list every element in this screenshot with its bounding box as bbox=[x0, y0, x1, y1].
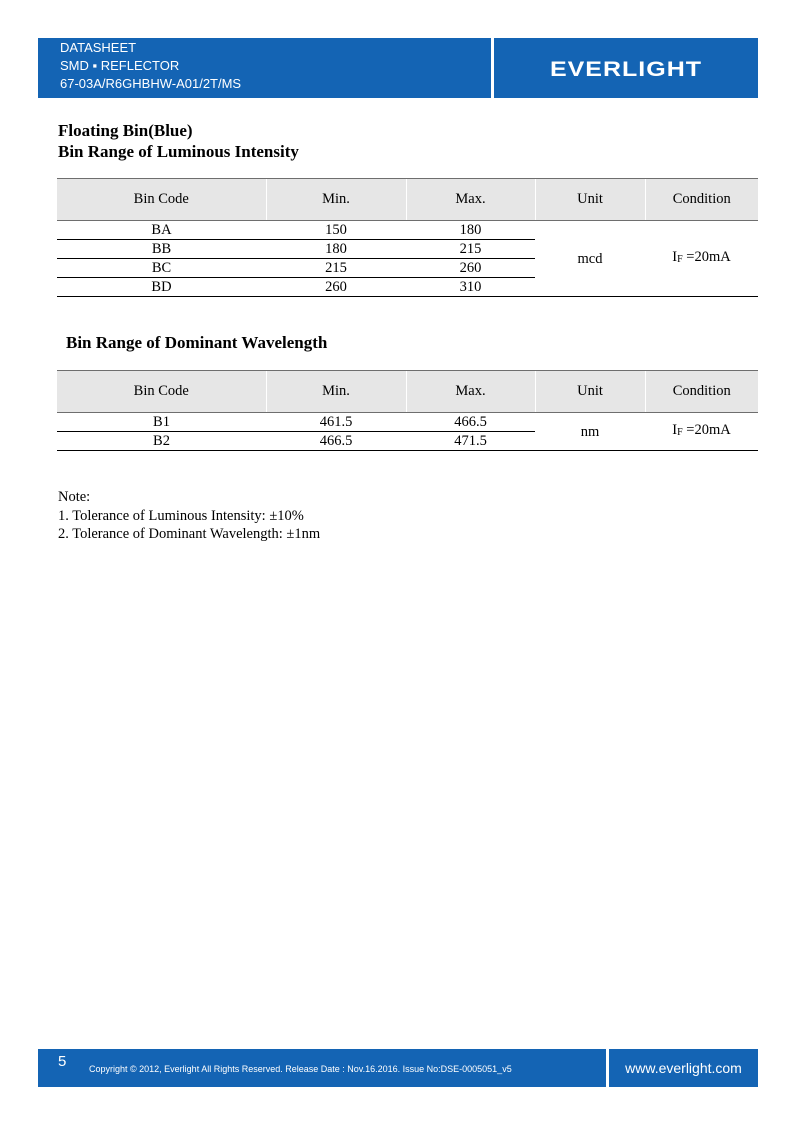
table-row bbox=[57, 221, 758, 240]
table-row bbox=[57, 413, 758, 432]
condition-symbol: I bbox=[672, 422, 678, 438]
part-number: 67-03A/R6GHBHW-A01/2T/MS bbox=[60, 76, 242, 91]
col-header-condition: Condition bbox=[645, 371, 758, 413]
website-box bbox=[609, 1049, 758, 1087]
min-cell: 466.5 bbox=[266, 432, 406, 451]
col-header-max: Max. bbox=[406, 179, 535, 221]
min-cell: 180 bbox=[266, 240, 406, 259]
bin-code-cell: B2 bbox=[57, 432, 266, 451]
everlight-logo: EVERLIGHT bbox=[549, 56, 703, 81]
condition-value: =20mA bbox=[682, 422, 731, 438]
col-header-bin-code: Bin Code bbox=[57, 179, 266, 221]
logo-box bbox=[494, 38, 758, 98]
unit-cell: mcd bbox=[535, 221, 645, 297]
section-title-floating-bin: Floating Bin(Blue) bbox=[58, 121, 193, 140]
max-cell: 310 bbox=[406, 278, 535, 297]
unit-cell: nm bbox=[535, 413, 645, 451]
table-header-row bbox=[57, 179, 758, 221]
header-bar bbox=[38, 38, 491, 98]
col-header-min: Min. bbox=[266, 371, 406, 413]
col-header-min: Min. bbox=[266, 179, 406, 221]
col-header-bin-code: Bin Code bbox=[57, 371, 266, 413]
notes bbox=[58, 488, 320, 544]
col-header-unit: Unit bbox=[535, 371, 645, 413]
condition-cell bbox=[645, 221, 758, 297]
condition-value: =20mA bbox=[682, 249, 731, 265]
product-category: SMD ▪ REFLECTOR bbox=[60, 58, 180, 73]
col-header-condition: Condition bbox=[645, 179, 758, 221]
note-item: 1. Tolerance of Luminous Intensity: ±10% bbox=[58, 507, 304, 524]
copyright-text: Copyright © 2012, Everlight All Rights Reserved. Release Date : Nov.16.2016. Issue No:DSE-0005051_v5 bbox=[89, 1064, 512, 1074]
min-cell: 150 bbox=[266, 221, 406, 240]
max-cell: 260 bbox=[406, 259, 535, 278]
condition-cell bbox=[645, 413, 758, 451]
max-cell: 215 bbox=[406, 240, 535, 259]
condition-subscript: F bbox=[677, 254, 683, 265]
doc-type: DATASHEET bbox=[60, 40, 137, 55]
table-header-row bbox=[57, 371, 758, 413]
bin-code-cell: BA bbox=[57, 221, 266, 240]
section-title-luminous: Bin Range of Luminous Intensity bbox=[58, 142, 299, 161]
bin-code-cell: BC bbox=[57, 259, 266, 278]
bin-code-cell: BB bbox=[57, 240, 266, 259]
max-cell: 466.5 bbox=[406, 413, 535, 432]
bin-code-cell: B1 bbox=[57, 413, 266, 432]
footer-bar bbox=[38, 1049, 606, 1087]
section-title-wavelength: Bin Range of Dominant Wavelength bbox=[66, 333, 328, 352]
dominant-wavelength-table bbox=[57, 370, 758, 451]
condition-symbol: I bbox=[672, 249, 678, 265]
bin-code-cell: BD bbox=[57, 278, 266, 297]
min-cell: 260 bbox=[266, 278, 406, 297]
website-link[interactable]: www.everlight.com bbox=[625, 1060, 742, 1076]
note-item: 2. Tolerance of Dominant Wavelength: ±1nm bbox=[58, 526, 321, 542]
max-cell: 180 bbox=[406, 221, 535, 240]
min-cell: 215 bbox=[266, 259, 406, 278]
condition-subscript: F bbox=[677, 427, 683, 438]
notes-heading: Note: bbox=[58, 489, 91, 505]
max-cell: 471.5 bbox=[406, 432, 535, 451]
min-cell: 461.5 bbox=[266, 413, 406, 432]
col-header-max: Max. bbox=[406, 371, 535, 413]
page-number: 5 bbox=[58, 1053, 67, 1070]
luminous-intensity-table bbox=[57, 178, 758, 297]
col-header-unit: Unit bbox=[535, 179, 645, 221]
